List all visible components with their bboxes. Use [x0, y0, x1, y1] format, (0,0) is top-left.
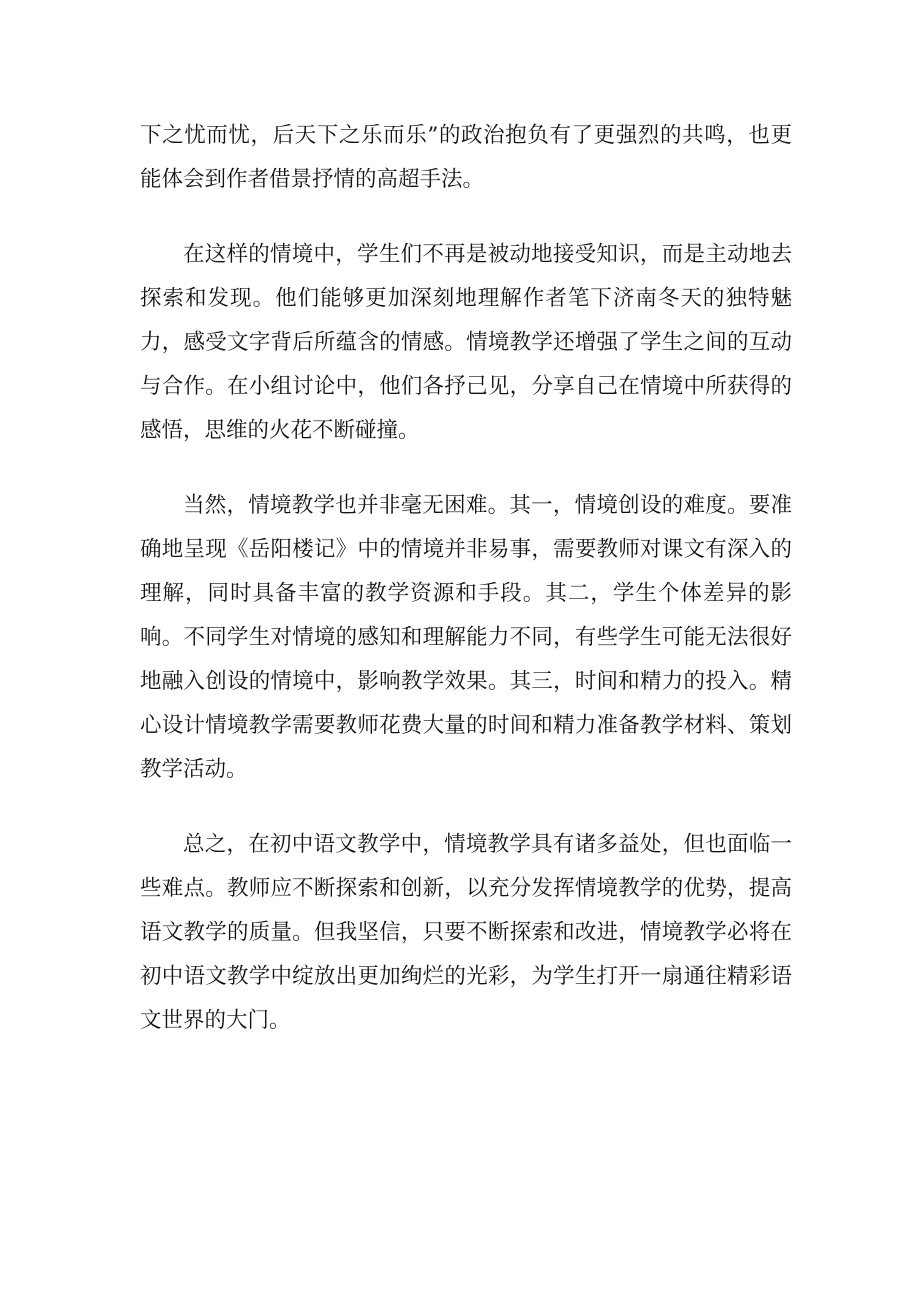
paragraph-continuation: 下之忧而忧，后天下之乐而乐”的政治抱负有了更强烈的共鸣，也更能体会到作者借景抒情的高超手法。 — [140, 123, 792, 192]
paragraph-difficulties: 当然，情境教学也并非毫无困难。其一，情境创设的难度。要准确地呈现《岳阳楼记》中的情境并非易事，需要教师对课文有深入的理解，同时具备丰富的教学资源和手段。其二，学生个体差异的影响。不同学生对情境的感知和理解能力不同，有些学生可能无法很好地融入创设的情境中，影响教学效果。其三，时间和精力的投入。精心设计情境教学需要教师花费大量的时间和精力准备教学材料、策划教学活动。 — [140, 493, 792, 782]
paragraph-situation-learning: 在这样的情境中，学生们不再是被动地接受知识，而是主动地去探索和发现。他们能够更加深刻地理解作者笔下济南冬天的独特魅力，感受文字背后所蕴含的情感。情境教学还增强了学生之间的互动与合作。在小组讨论中，他们各抒己见，分享自己在情境中所获得的感悟，思维的火花不断碰撞。 — [140, 242, 792, 443]
paragraph-conclusion: 总之，在初中语文教学中，情境教学具有诸多益处，但也面临一些难点。教师应不断探索和创新，以充分发挥情境教学的优势，提高语文教学的质量。但我坚信，只要不断探索和改进，情境教学必将在初中语文教学中绽放出更加绚烂的光彩，为学生打开一扇通往精彩语文世界的大门。 — [140, 832, 792, 1033]
document-body — [140, 114, 792, 1074]
